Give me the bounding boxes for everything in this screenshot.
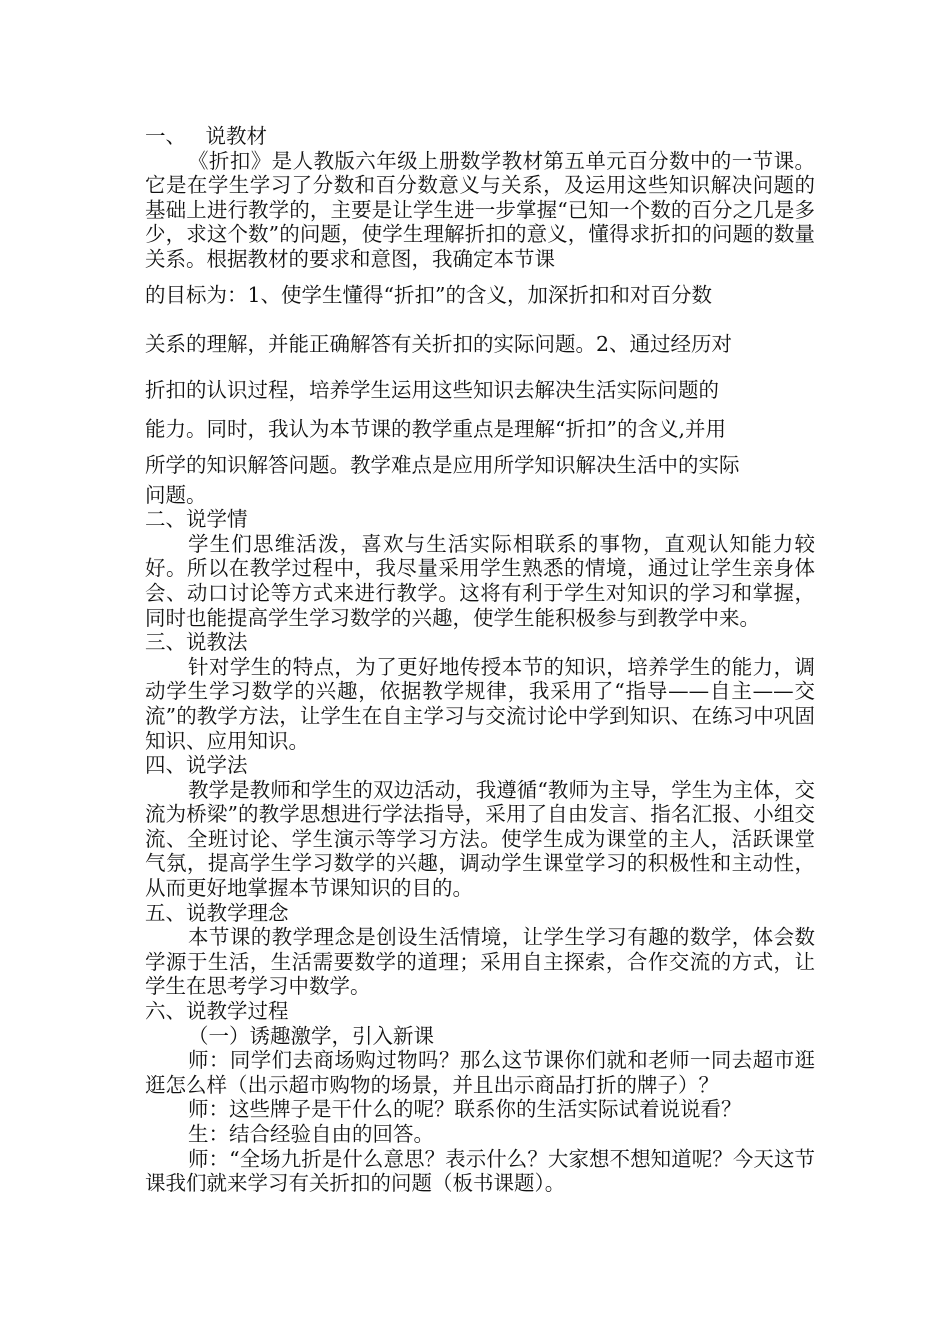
paragraph-textbook <box>145 149 815 508</box>
paragraph-textbook-line-6: 所学的知识解答问题。教学难点是应用所学知识解决生活中的实际 <box>145 452 740 477</box>
paragraph-textbook-line-1: 《折扣》是人教版六年级上册数学教材第五单元百分数中的一节课。它是在学生学习了分数和百分数意义与关系，及运用这些知识解决问题的基础上进行教学的，主要是让学生进一步掌握“已知一个数的百分之几是多少，求这个数”的问题，使学生理解折扣的意义，懂得求折扣的问题的数量关系。根据教材的要求和意图，我确定本节课 <box>145 148 815 271</box>
paragraph-textbook-line-7: 问题。 <box>145 482 207 507</box>
paragraph-textbook-line-4: 折扣的认识过程，培养学生运用这些知识去解决生活实际问题的 <box>145 377 719 402</box>
subheading-introduction: （一）诱趣激学，引入新课 <box>188 1023 434 1048</box>
paragraph-textbook-line-3: 关系的理解，并能正确解答有关折扣的实际问题。2、通过经历对 <box>145 331 733 356</box>
paragraph-process-1: 师：同学们去商场购过物吗？那么这节课你们就和老师一同去超市逛逛怎么样（出示超市购物的场景，并且出示商品打折的牌子）？ <box>145 1048 815 1097</box>
paragraph-learning-method: 教学是教师和学生的双边活动，我遵循“教师为主导，学生为主体，交流为桥梁”的教学思想进行学法指导，采用了自由发言、指名汇报、小组交流、全班讨论、学生演示等学习方法。使学生成为课堂的主人，活跃课堂气氛，提高学生学习数学的兴趣，调动学生课堂学习的积极性和主动性，从而更好地掌握本节课知识的目的。 <box>145 777 815 901</box>
section-heading-textbook: 一、 说教材 <box>145 124 268 148</box>
paragraph-teaching-philosophy: 本节课的教学理念是创设生活情境，让学生学习有趣的数学，体会数学源于生活，生活需要数学的道理；采用自主探索，合作交流的方式，让学生在思考学习中数学。 <box>145 925 815 999</box>
paragraph-teaching-method: 针对学生的特点，为了更好地传授本节的知识，培养学生的能力，调动学生学习数学的兴趣，依据教学规律，我采用了“指导——自主——交流”的教学方法，让学生在自主学习与交流讨论中学到知识、在练习中巩固知识、应用知识。 <box>145 654 815 753</box>
section-heading-teaching-process: 六、说教学过程 <box>145 999 289 1024</box>
section-heading-teaching-method: 三、说教法 <box>145 630 248 655</box>
paragraph-process-3: 生：结合经验自由的回答。 <box>188 1122 434 1146</box>
section-heading-learning-method: 四、说学法 <box>145 753 248 778</box>
paragraph-process-4: 师：“全场九折是什么意思？表示什么？大家想不想知道呢？今天这节课我们就来学习有关折扣的问题（板书课题）。 <box>145 1146 815 1196</box>
paragraph-textbook-line-5: 能力。同时，我认为本节课的教学重点是理解“折扣”的含义,并用 <box>145 416 726 441</box>
section-heading-teaching-philosophy: 五、说教学理念 <box>145 900 289 925</box>
paragraph-process-2: 师：这些牌子是干什么的呢？联系你的生活实际试着说说看？ <box>188 1097 742 1122</box>
paragraph-textbook-line-2: 的目标为：1、使学生懂得“折扣”的含义，加深折扣和对百分数 <box>145 282 713 307</box>
document-page <box>145 124 815 1196</box>
paragraph-students: 学生们思维活泼，喜欢与生活实际相联系的事物，直观认知能力较好。所以在教学过程中，我尽量采用学生熟悉的情境，通过让学生亲身体会、动口讨论等方式来进行教学。这将有利于学生对知识的学习和掌握，同时也能提高学生学习数学的兴趣，使学生能积极参与到教学中来。 <box>145 531 815 630</box>
section-heading-students: 二、说学情 <box>145 507 248 532</box>
